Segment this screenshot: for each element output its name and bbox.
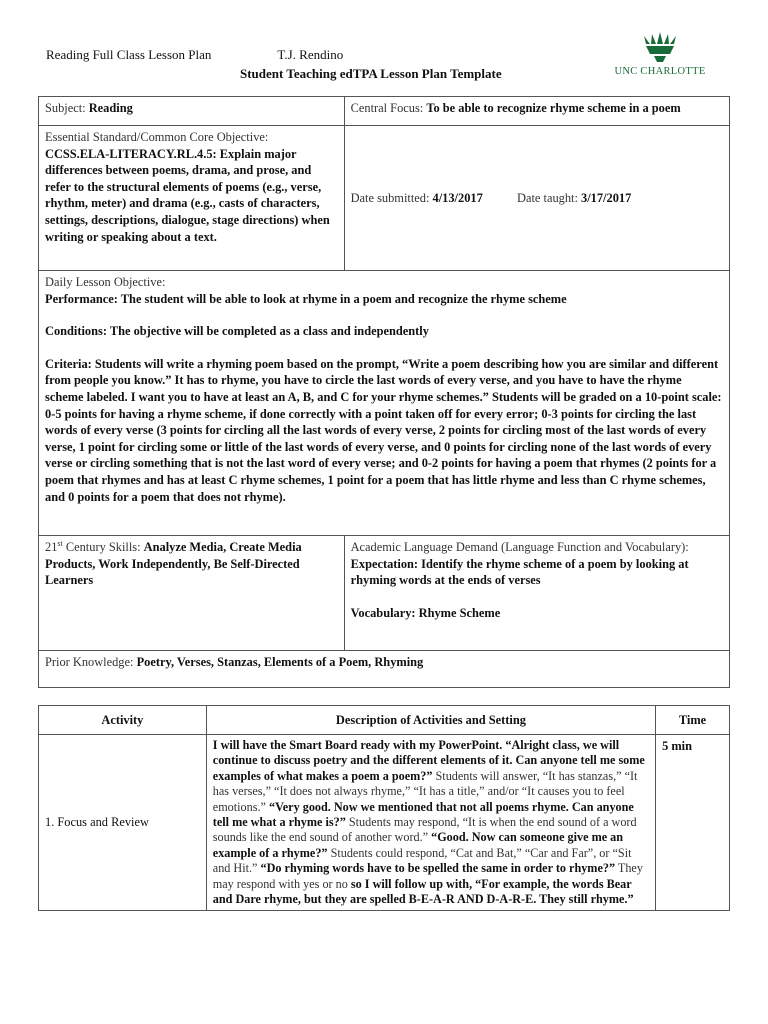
objective-row bbox=[39, 271, 730, 536]
header-line bbox=[46, 47, 343, 63]
activity-description bbox=[206, 735, 655, 911]
date-taught-label: Date taught: bbox=[517, 190, 578, 205]
vocabulary-text: Vocabulary: Rhyme Scheme bbox=[350, 605, 501, 620]
plan-name: Reading Full Class Lesson Plan bbox=[46, 47, 212, 62]
desc-part-1: I will have the Smart Board ready with my PowerPoint. “Alright class, we will continue to discuss poetry and the different elements of it. Can anyone tell me some examples of what makes a poem a poem?” bbox=[212, 738, 645, 783]
subject-label: Subject: bbox=[45, 101, 86, 115]
skills-label: Century Skills: bbox=[65, 540, 141, 554]
desc-part-3: “Very good. Now we mentioned that not all poems rhyme. Can anyone tell me what a rhyme is?” bbox=[212, 799, 634, 830]
desc-part-2: Students will answer, “It has stanzas,” “It has verses,” “It does not always rhyme,” “It has a title,” and/or “It causes you to feel emotions.” bbox=[212, 768, 638, 814]
header-time: Time bbox=[656, 706, 730, 735]
standard-cell bbox=[39, 126, 345, 271]
central-focus-cell bbox=[344, 97, 729, 126]
standard-row bbox=[39, 126, 730, 271]
activity-time bbox=[656, 735, 730, 911]
expectation-text: Expectation: Identify the rhyme scheme of a poem by looking at rhyming words at the ends of verses bbox=[350, 556, 689, 588]
date-submitted-value: 4/13/2017 bbox=[432, 190, 483, 205]
lesson-plan-table bbox=[38, 96, 730, 688]
objective-cell bbox=[39, 271, 730, 536]
conditions-text: Conditions: The objective will be completed as a class and independently bbox=[45, 324, 429, 339]
date-taught-value: 3/17/2017 bbox=[581, 190, 632, 205]
language-label: Academic Language Demand (Language Function and Vocabulary): bbox=[350, 540, 689, 554]
standard-label: Essential Standard/Common Core Objective: bbox=[45, 130, 269, 144]
header-activity: Activity bbox=[39, 706, 207, 735]
prior-cell bbox=[39, 651, 730, 688]
language-cell bbox=[344, 536, 729, 651]
header-description: Description of Activities and Setting bbox=[206, 706, 655, 735]
table-row bbox=[39, 735, 730, 911]
unc-charlotte-logo bbox=[606, 32, 714, 82]
prior-row bbox=[39, 651, 730, 688]
template-title: Student Teaching edTPA Lesson Plan Template bbox=[240, 66, 502, 81]
skills-row bbox=[39, 536, 730, 651]
desc-part-7: “Do rhyming words have to be spelled the same in order to rhyme?” bbox=[257, 861, 616, 876]
date-submitted-label: Date submitted: bbox=[350, 190, 430, 205]
subject-cell bbox=[39, 97, 345, 126]
activities-header-row bbox=[39, 706, 730, 735]
desc-part-6: Students could respond, “Cat and Bat,” “Car and Far”, or “Sit and Hit.” bbox=[212, 845, 632, 876]
prior-label: Prior Knowledge: bbox=[45, 655, 134, 669]
desc-part-4: Students may respond, “It is when the end sound of a word sounds like the end sound of another word.” bbox=[212, 815, 637, 845]
desc-part-5: “Good. Now can someone give me an example of a rhyme?” bbox=[212, 830, 624, 860]
time-value: 5 min bbox=[662, 739, 693, 753]
activities-table bbox=[38, 705, 730, 911]
objective-label: Daily Lesson Objective: bbox=[45, 275, 166, 289]
author-name: T.J. Rendino bbox=[277, 47, 344, 62]
prior-value: Poetry, Verses, Stanzas, Elements of a Poem, Rhyming bbox=[136, 655, 424, 669]
skills-label-suffix: st bbox=[57, 538, 63, 548]
desc-part-9: so I will follow up with, “For example, the words Bear and Dare rhyme, but they are spelled B-E-A-R AND D-A-R-E. They still rhyme.” bbox=[212, 876, 634, 907]
subject-row bbox=[39, 97, 730, 126]
activity-name: 1. Focus and Review bbox=[39, 735, 207, 911]
subject-value: Reading bbox=[88, 101, 133, 115]
skills-value: Analyze Media, Create Media Products, Work Independently, Be Self-Directed Learners bbox=[45, 540, 302, 588]
dates-cell bbox=[344, 126, 729, 271]
standard-value: CCSS.ELA-LITERACY.RL.4.5: Explain major differences between poems, drama, and prose, and refer to the structural elements of poems (e.g., verse, rhythm, meter) and drama (e.g., casts of characters, settings, descriptions, dialogue, stage directions) when writing or speaking about a text. bbox=[45, 146, 330, 244]
desc-part-8: They may respond with yes or no bbox=[212, 861, 643, 891]
central-focus-value: To be able to recognize rhyme scheme in a poem bbox=[426, 101, 681, 115]
skills-label-number: 21 bbox=[45, 540, 58, 554]
logo-text: UNC CHARLOTTE bbox=[614, 66, 706, 77]
central-focus-label: Central Focus: bbox=[350, 101, 424, 115]
performance-text: Performance: The student will be able to look at rhyme in a poem and recognize the rhyme scheme bbox=[45, 291, 567, 306]
criteria-text: Criteria: Students will write a rhyming poem based on the prompt, “Write a poem describing how you are similar and different from people you know.” It has to rhyme, you have to circle the last words of every verse, and you have to have the rhyme scheme labeled. I want you to have at least an A, B, and C for your rhyme schemes.” Students will be graded on a 10-point scale: 0-5 points for having a rhyme scheme, if done correctly with a point taken off for every error; 0-3 points for circling the last words of every verse (3 points for circling all the last words of every verse, 2 points for circling most of the last words of every verse, 1 point for circling some or little of the last words of every verse, and 0 points for circling none of the last words of every verse or circling something that is not the last word of every verse; and 0-2 points for having a poem that rhymes (2 points for a poem that rhymes and has at least C rhyme schemes, 1 point for a poem that has little rhyme and less than C rhyme schemes, and 0 points for a poem that does not rhyme). bbox=[45, 356, 722, 504]
skills-cell bbox=[39, 536, 345, 651]
crown-icon bbox=[636, 32, 684, 64]
